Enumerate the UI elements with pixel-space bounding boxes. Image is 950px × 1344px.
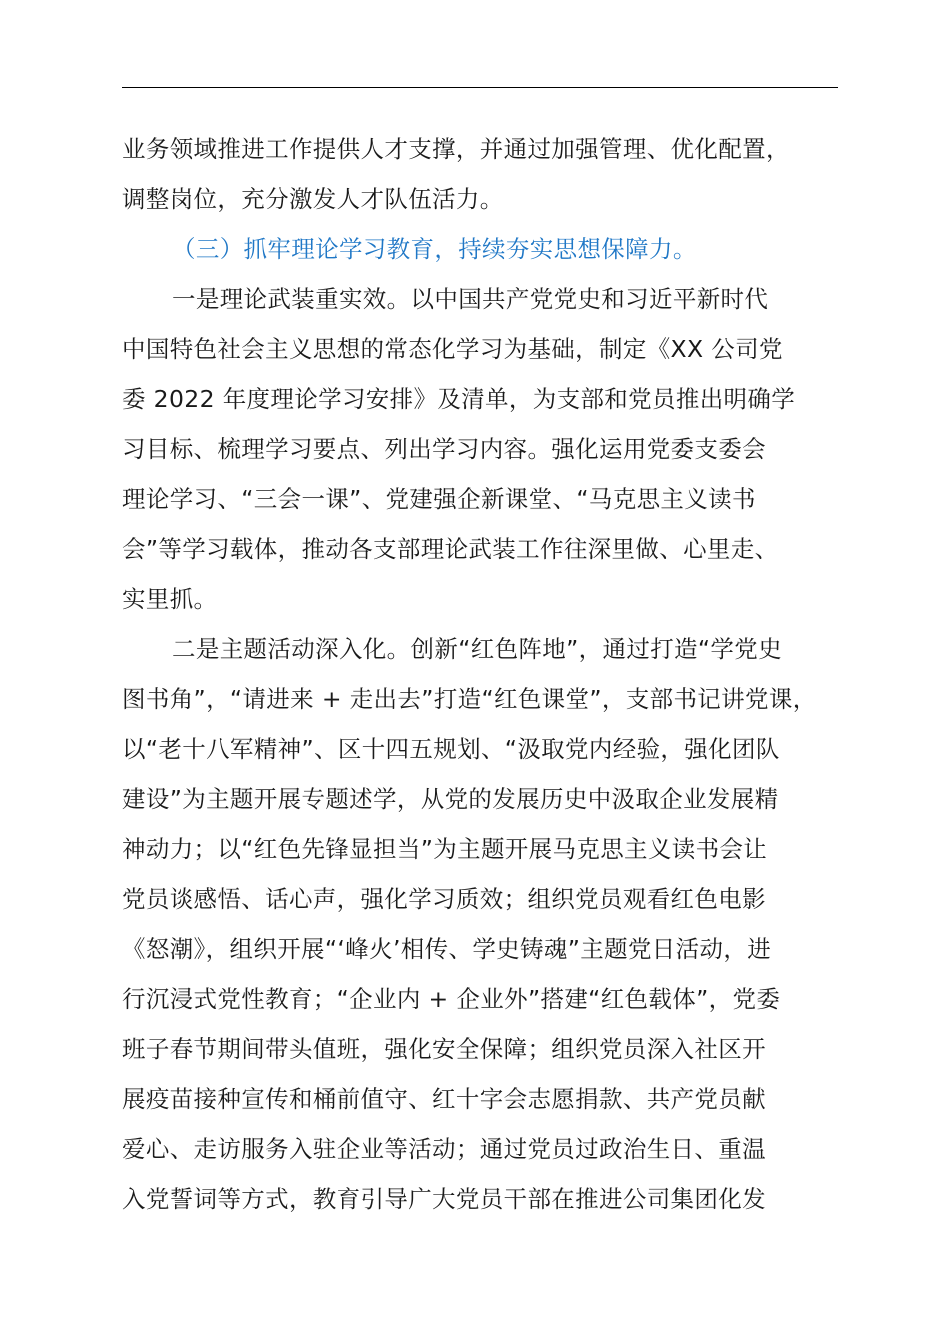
body-text-line: 委 2022 年度理论学习安排》及清单，为支部和党员推出明确学: [122, 385, 796, 413]
body-text-line: 实里抓。: [122, 585, 218, 613]
body-text-line: 图书角”，“请进来 + 走出去”打造“红色课堂”，支部书记讲党课，: [122, 685, 817, 713]
body-text-line: 展疫苗接种宣传和桶前值守、红十字会志愿捐款、共产党员献: [122, 1085, 766, 1113]
body-text-line: 以“老十八军精神”、区十四五规划、“汲取党内经验，强化团队: [122, 735, 780, 763]
paragraph-1-first-line: 一是理论武装重实效。以中国共产党党史和习近平新时代: [172, 285, 769, 313]
body-text-line: 理论学习、“三会一课”、党建强企新课堂、“马克思主义读书: [122, 485, 756, 513]
body-text-line: 入党誓词等方式，教育引导广大党员干部在推进公司集团化发: [122, 1185, 766, 1213]
paragraph-2-first-line: 二是主题活动深入化。创新“红色阵地”，通过打造“学党史: [172, 635, 782, 663]
body-text-line: 习目标、梳理学习要点、列出学习内容。强化运用党委支委会: [122, 435, 766, 463]
body-text-line: 行沉浸式党性教育；“企业内 + 企业外”搭建“红色载体”，党委: [122, 985, 781, 1013]
body-text-line: 调整岗位，充分激发人才队伍活力。: [122, 185, 504, 213]
section-heading: （三）抓牢理论学习教育，持续夯实思想保障力。: [172, 235, 697, 263]
body-text-line: 中国特色社会主义思想的常态化学习为基础，制定《XX 公司党: [122, 335, 783, 363]
body-text-line: 党员谈感悟、话心声，强化学习质效；组织党员观看红色电影: [122, 885, 766, 913]
body-text-line: 神动力；以“红色先锋显担当”为主题开展马克思主义读书会让: [122, 835, 768, 863]
body-text-line: 班子春节期间带头值班，强化安全保障；组织党员深入社区开: [122, 1035, 766, 1063]
body-text-line: 会”等学习载体，推动各支部理论武装工作往深里做、心里走、: [122, 535, 779, 563]
body-text-line: 爱心、走访服务入驻企业等活动；通过党员过政治生日、重温: [122, 1135, 766, 1163]
body-text-line: 业务领域推进工作提供人才支撑，并通过加强管理、优化配置，: [122, 135, 790, 163]
body-text-line: 建设”为主题开展专题述学，从党的发展历史中汲取企业发展精: [122, 785, 779, 813]
header-rule: [122, 87, 838, 88]
body-text-line: 《怒潮》，组织开展“‘峰火’相传、学史铸魂”主题党日活动，进: [122, 935, 772, 963]
